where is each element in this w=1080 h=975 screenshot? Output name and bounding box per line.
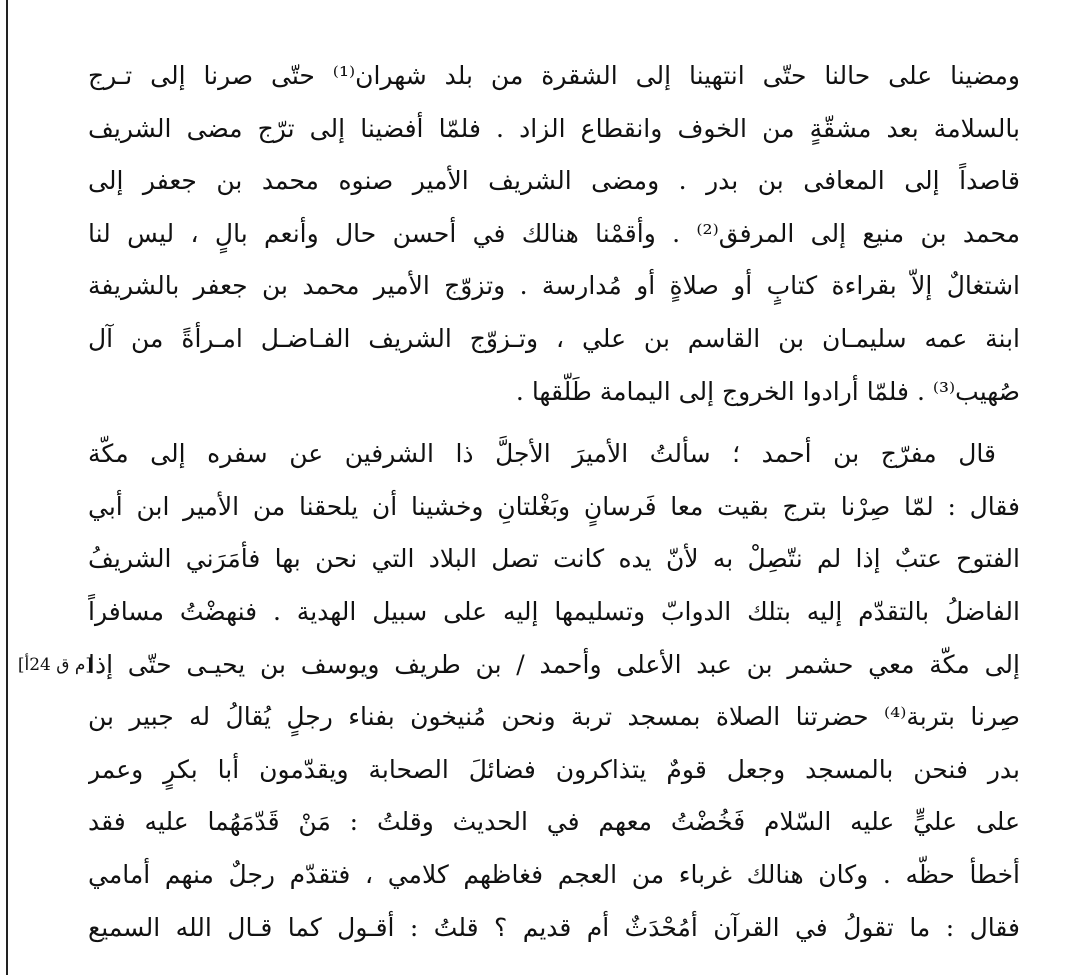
paragraph-two bbox=[88, 428, 1020, 954]
text-line: ومضينا على حالنا حتّى انتهينا إلى الشقرة من بلد شهران⁽¹⁾ حتّى صرنا إلى تـرج bbox=[88, 61, 1020, 90]
page-edge-rule bbox=[6, 0, 8, 975]
arabic-text-body bbox=[88, 50, 1020, 970]
text-line: فقال : ما تقولُ في القرآن أمُحْدَثٌ أم قديم ؟ قلتُ : أقـول كما قـال الله السميع bbox=[88, 912, 1020, 942]
paragraph-one bbox=[88, 50, 1020, 418]
text-line: الفتوح عتبٌ إذا لم نتّصِلْ به لأنّ يده كانت تصل البلاد التي نحن بها فأمَرَني الشريفُ bbox=[88, 544, 1020, 574]
text-line: اشتغالٌ إلاّ بقراءة كتابٍ أو صلاةٍ أو مُدارسة . وتزوّج الأمير محمد بن جعفر بالشريفة bbox=[88, 271, 1020, 301]
manuscript-folio-note: [م ق 24أ] bbox=[17, 655, 92, 675]
text-line: ابنة عمه سليمـان بن القاسم بن علي ، وتـزوّج الشريف الفـاضـل امـرأةً من آل bbox=[88, 323, 1020, 353]
text-line: صُهيب⁽³⁾ . فلمّا أرادوا الخروج إلى اليمامة طَلّقها . bbox=[515, 376, 1020, 406]
text-line: قاصداً إلى المعافى بن بدر . ومضى الشريف الأمير صنوه محمد بن جعفر إلى bbox=[88, 166, 1020, 196]
text-line: بالسلامة بعد مشقّةٍ من الخوف وانقطاع الزاد . فلمّا أفضينا إلى ترّج مضى الشريف bbox=[88, 113, 1020, 143]
text-line: على عليٍّ عليه السّلام فَخُضْتُ معهم في الحديث وقلتُ : مَنْ قَدّمَهُما عليه فقد bbox=[88, 807, 1020, 837]
text-line: محمد بن منيع إلى المرفق⁽²⁾ . وأقمْنا هنالك في أحسن حال وأنعم بالٍ ، ليس لنا bbox=[88, 218, 1020, 248]
text-line: صِرنا بتربة⁽⁴⁾ حضرتنا الصلاة بمسجد تربة ونحن مُنيخون بفناء رجلٍ يُقالُ له جبير بن bbox=[88, 702, 1020, 732]
text-line: إلى مكّة معي حشمر بن عبد الأعلى وأحمد / بن طريف ويوسف بن يحيـى حتّى إذا bbox=[88, 649, 1020, 679]
text-line: فقال : لمّا صِرْنا بترج بقيت معا فَرسانٍ وبَغْلتانِ وخشينا أن يلحقنا من الأمير ابن أبي bbox=[88, 491, 1020, 521]
text-line: قال مفرّج بن أحمد ؛ سألتُ الأميرَ الأجلَّ ذا الشرفين عن سفره إلى مكّة bbox=[88, 439, 996, 469]
text-line: الفاضلُ بالتقدّم إليه بتلك الدوابّ وتسليمها إليه على سبيل الهدية . فنهضْتُ مسافراً bbox=[88, 596, 1020, 626]
text-line: بدر فنحن بالمسجد وجعل قومٌ يتذاكرون فضائلَ الصحابة ويقدّمون أبا بكرٍ وعمر bbox=[88, 754, 1020, 784]
text-line: أخطأ حظّه . وكان هنالك غرباء من العجم فغاظهم كلامي ، فتقدّم رجلٌ منهم أمامي bbox=[88, 859, 1020, 889]
